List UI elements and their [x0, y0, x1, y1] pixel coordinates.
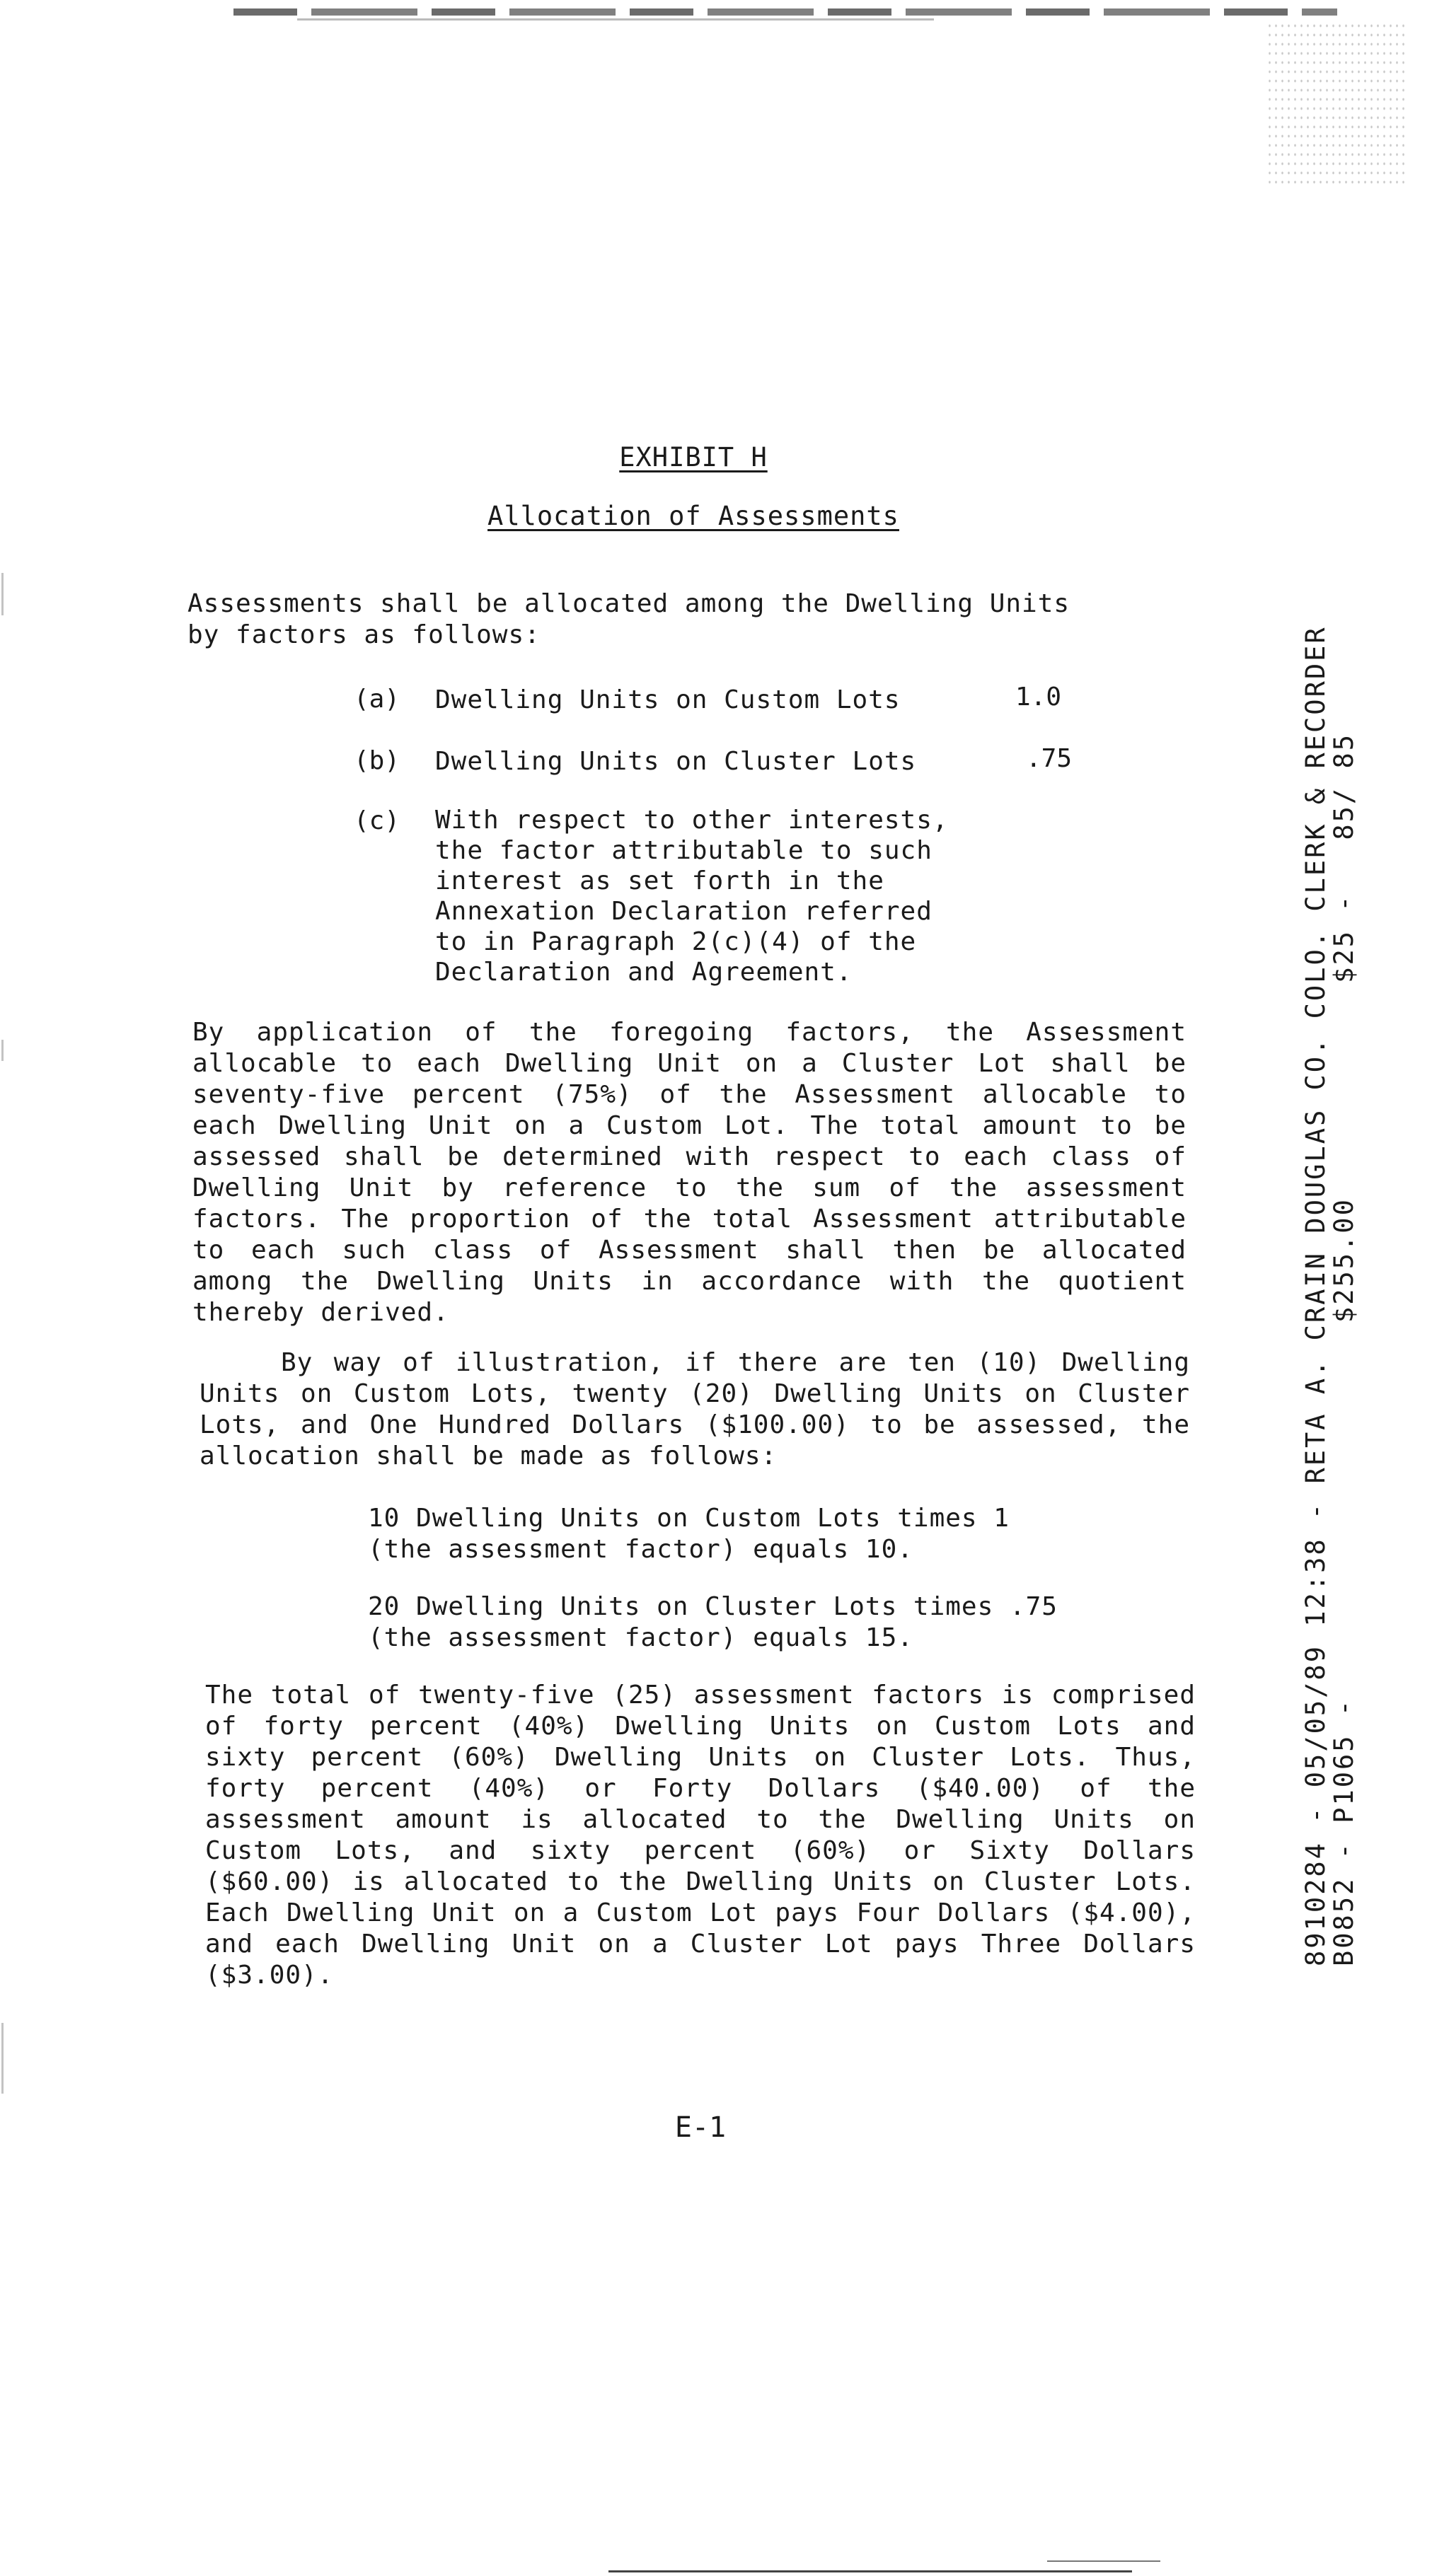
page-number: E-1: [674, 2111, 727, 2144]
factor-a-text: Dwelling Units on Custom Lots: [435, 685, 901, 714]
scan-speckle: [1266, 21, 1408, 184]
exhibit-title: EXHIBIT H: [619, 442, 768, 472]
recording-stamp: [1302, 625, 1358, 1966]
scan-artifact-top-line: [297, 18, 934, 21]
scan-edge-mark: [1, 1040, 4, 1061]
scan-artifact-bottom: [1047, 2560, 1160, 2562]
factor-a-value: 1.0: [1015, 683, 1062, 712]
illustration-cluster-lots: 20 Dwelling Units on Cluster Lots times .75 (the assessment factor) equals 15.: [368, 1592, 1058, 1652]
summary-paragraph: The total of twenty-five (25) assessment factors is comprised of forty percent (40%) Dwelling Units on Custom Lots and sixty percent (60%) Dwelling Units on Cluster Lots. Thus, forty percent (40%) or Forty Dollars ($40.00) of the assessment amount is allocated to the Dwelling Units on Custom Lots, and sixty percent (60%) or Sixty Dollars ($60.00) is allocated to the Dwelling Units on Cluster Lots. Each Dwelling Unit on a Custom Lot pays Four Dollars ($4.00), and each Dwelling Unit on a Cluster Lot pays Three Dollars ($3.00).: [205, 1681, 1196, 1990]
scan-artifact-bottom-line: [608, 2570, 1132, 2572]
scan-edge-mark: [1, 2023, 4, 2094]
scan-edge-mark: [1, 573, 4, 615]
illustration-paragraph: By way of illustration, if there are ten (10) Dwelling Units on Custom Lots, twenty (20) Dwelling Units on Cluster Lots, and One Hundred Dollars ($100.00) to be assessed, the allocation shall be made as follows:: [200, 1348, 1190, 1470]
factor-c-text: With respect to other interests, the factor attributable to such interest as set forth in the Annexation Declaration referred to in Paragraph 2(c)(4) of the Declaration and Agreement.: [435, 806, 949, 987]
illustration-custom-lots: 10 Dwelling Units on Custom Lots times 1 (the assessment factor) equals 10.: [368, 1504, 1010, 1564]
recording-stamp-line2: B0852 - P1065 - $255.00 $25 - 85/ 85: [1329, 732, 1359, 1966]
factor-c-label: (c): [354, 806, 400, 835]
factor-b-label: (b): [354, 746, 400, 775]
factor-b-value: .75: [1026, 744, 1073, 773]
section-title: Allocation of Assessments: [487, 501, 899, 531]
factor-b-text: Dwelling Units on Cluster Lots: [435, 747, 917, 776]
allocation-paragraph: By application of the foregoing factors, the Assessment allocable to each Dwelling Unit on a Cluster Lot shall be seventy-five percent (75%) of the Assessment allocable to each Dwelling Unit on a Custom Lot. The total amount to be assessed shall be determined with respect to each class of Dwelling Unit by reference to the sum of the assessment factors. The proportion of the total Assessment attributable to each such class of Assessment shall then be allocated among the Dwelling Units in accordance with the quotient thereby derived.: [192, 1018, 1187, 1327]
scan-artifact-top: [233, 8, 1337, 16]
recording-stamp-line1: 8910284 - 05/05/89 12:38 - RETA A. CRAIN DOUGLAS CO. COLO. CLERK & RECORDER: [1300, 625, 1331, 1966]
intro-paragraph: Assessments shall be allocated among the Dwelling Units by factors as follows:: [187, 589, 1070, 649]
factor-a-label: (a): [354, 685, 400, 714]
